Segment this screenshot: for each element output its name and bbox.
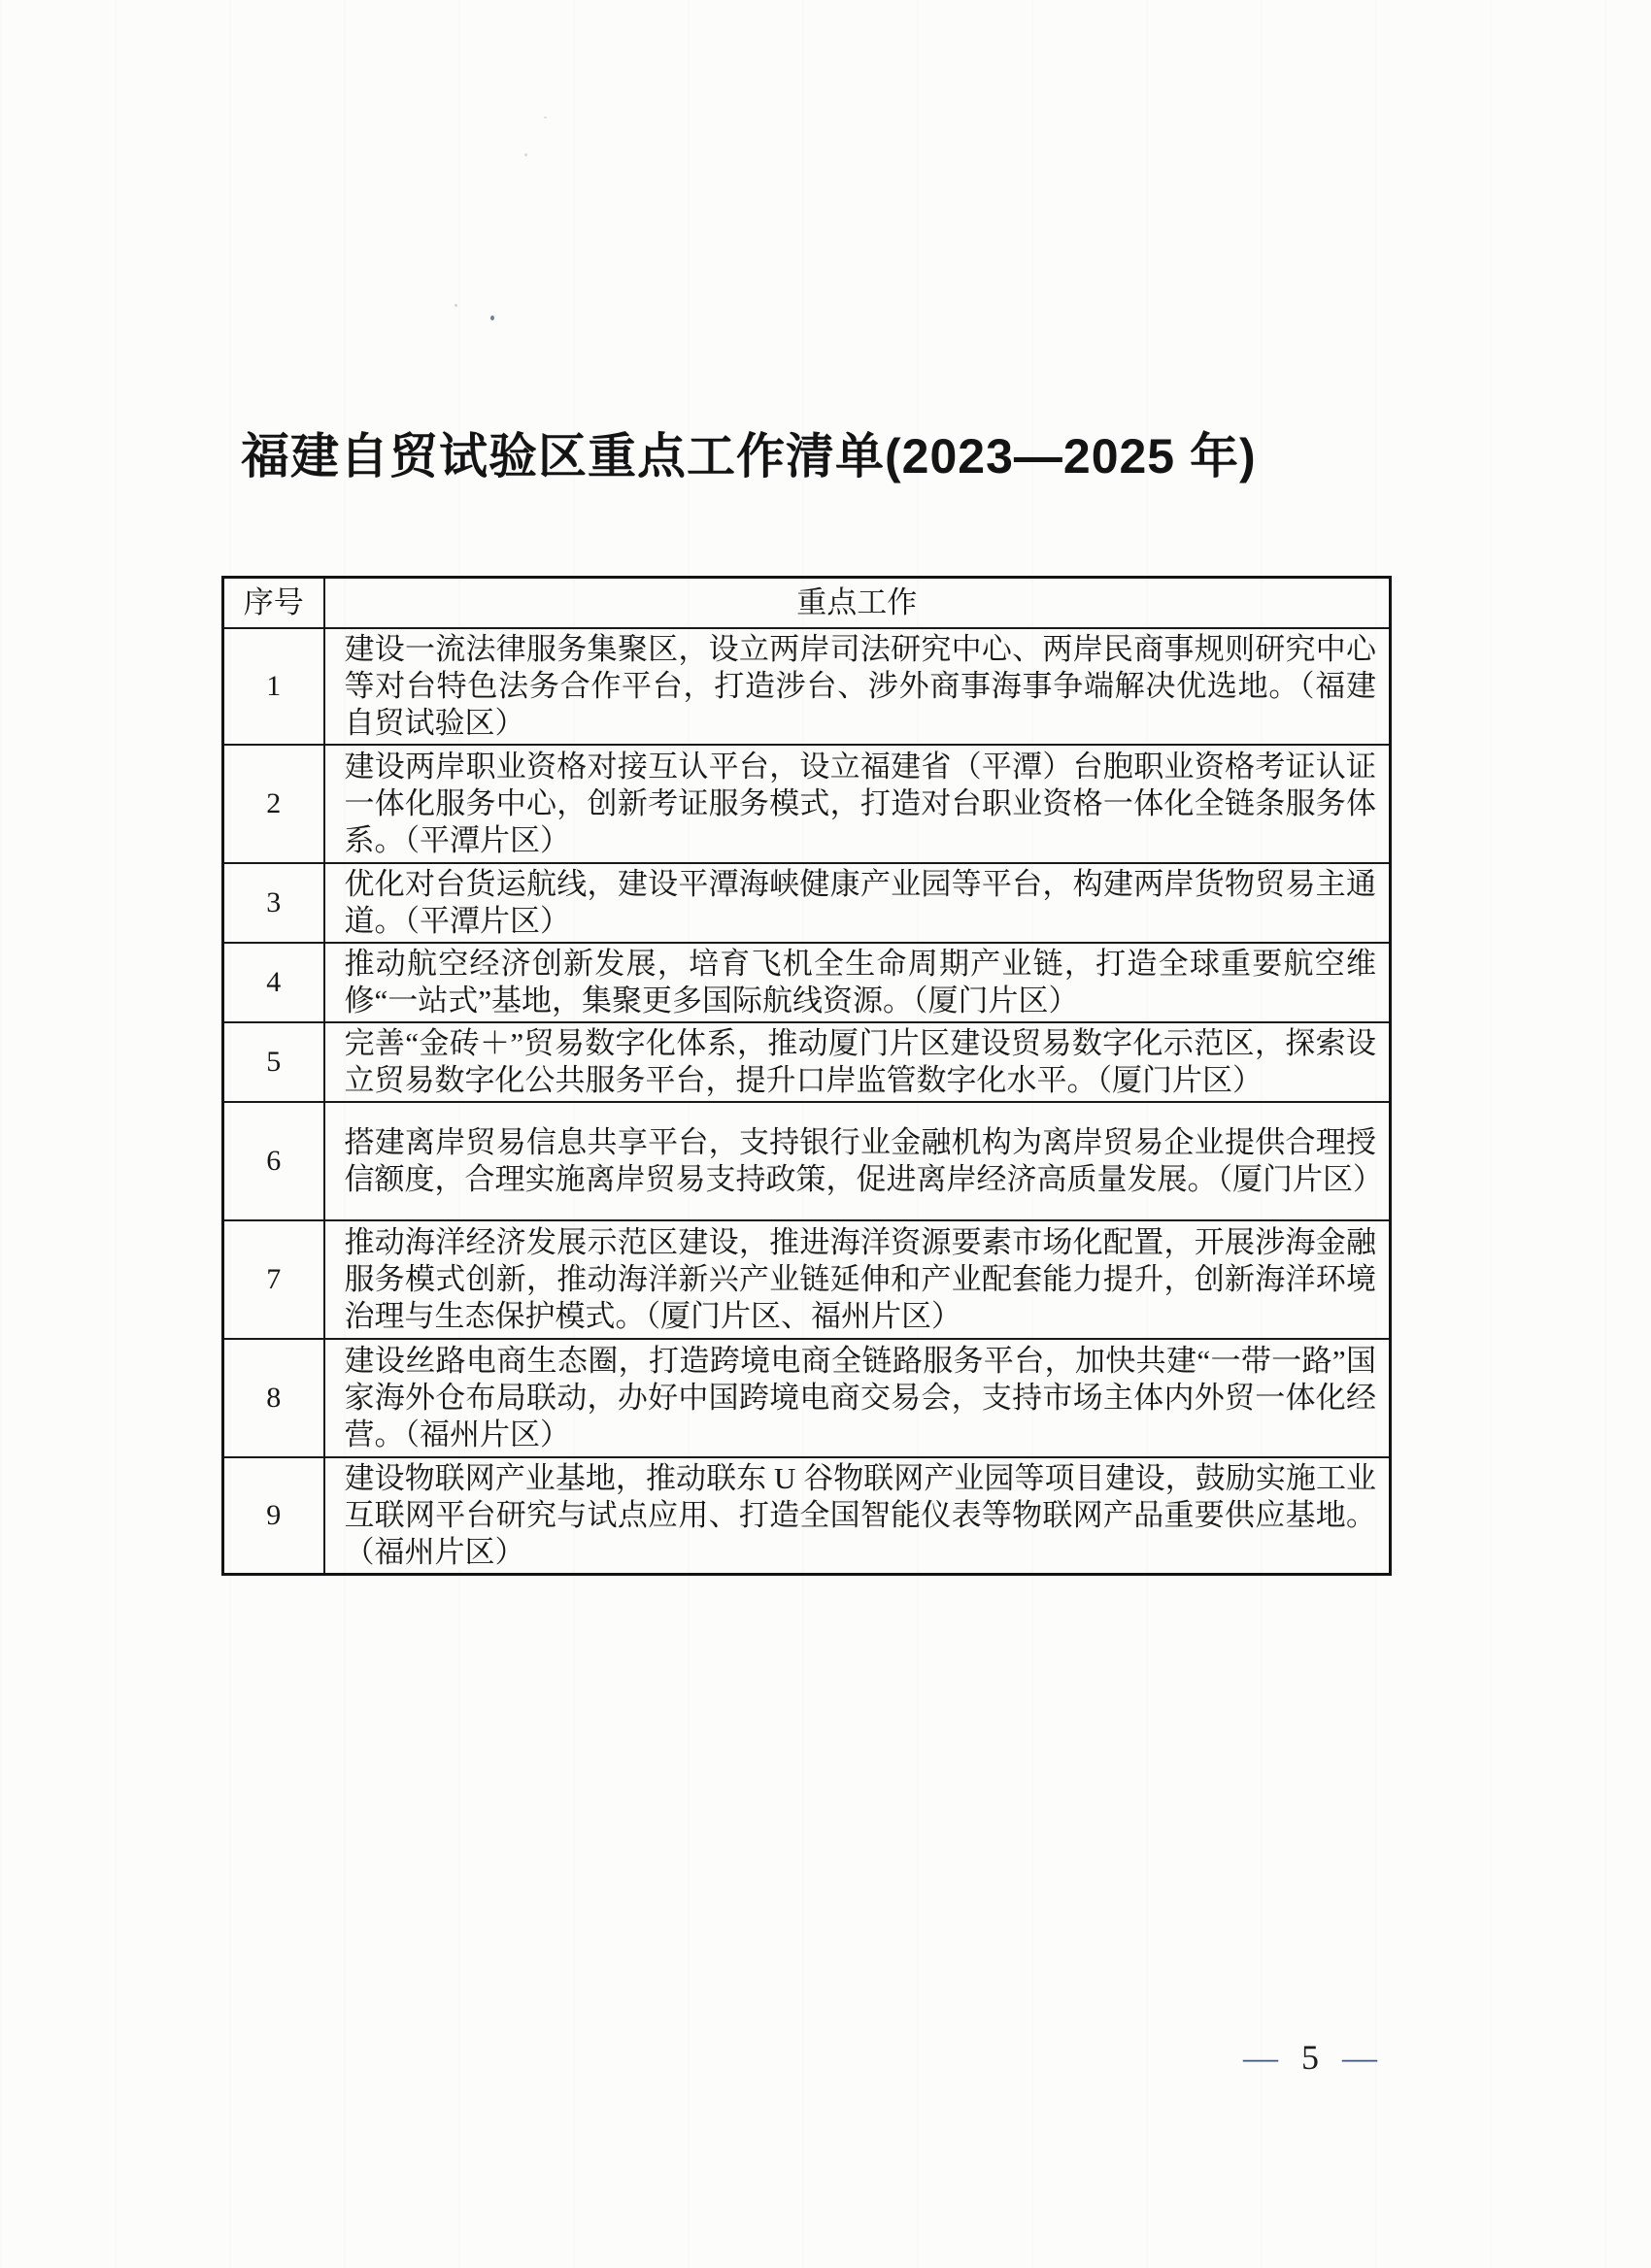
table-row xyxy=(223,1102,1391,1220)
work-item-text: 建设物联网产业基地，推动联东 U 谷物联网产业园等项目建设，鼓励实施工业互联网平台研究与试点应用、打造全国智能仪表等物联网产品重要供应基地。（福州片区） xyxy=(324,1457,1391,1575)
work-item-text: 建设一流法律服务集聚区，设立两岸司法研究中心、两岸民商事规则研究中心等对台特色法务合作平台，打造涉台、涉外商事海事争端解决优选地。（福建自贸试验区） xyxy=(324,628,1391,745)
table-row xyxy=(223,863,1391,943)
col-header-work: 重点工作 xyxy=(324,578,1391,628)
table-row xyxy=(223,745,1391,863)
table-row xyxy=(223,1022,1391,1102)
work-item-text: 建设丝路电商生态圈，打造跨境电商全链路服务平台，加快共建“一带一路”国家海外仓布局联动，办好中国跨境电商交易会，支持市场主体内外贸一体化经营。（福州片区） xyxy=(324,1339,1391,1457)
footer-dash-left: — xyxy=(1243,2038,1280,2077)
scan-speck xyxy=(455,304,457,307)
table-row xyxy=(223,1339,1391,1457)
document-title: 福建自贸试验区重点工作清单(2023—2025 年) xyxy=(241,429,1257,484)
col-header-index: 序号 xyxy=(223,578,324,628)
row-number: 7 xyxy=(223,1220,324,1339)
scan-speck xyxy=(524,153,527,156)
footer-dash-right: — xyxy=(1342,2038,1379,2077)
table-row xyxy=(223,628,1391,745)
work-item-text: 建设两岸职业资格对接互认平台，设立福建省（平潭）台胞职业资格考证认证一体化服务中心，创新考证服务模式，打造对台职业资格一体化全链条服务体系。（平潭片区） xyxy=(324,745,1391,863)
scan-speck xyxy=(490,316,494,320)
row-number: 1 xyxy=(223,628,324,745)
row-number: 5 xyxy=(223,1022,324,1102)
table-header-row xyxy=(223,578,1391,628)
footer-page-digit: 5 xyxy=(1301,2038,1321,2077)
key-work-table xyxy=(221,576,1392,1576)
row-number: 9 xyxy=(223,1457,324,1575)
table-row xyxy=(223,1457,1391,1575)
row-number: 3 xyxy=(223,863,324,943)
row-number: 6 xyxy=(223,1102,324,1220)
scan-speck xyxy=(544,117,547,118)
row-number: 8 xyxy=(223,1339,324,1457)
table-row xyxy=(223,943,1391,1022)
row-number: 2 xyxy=(223,745,324,863)
work-item-text: 推动航空经济创新发展，培育飞机全生命周期产业链，打造全球重要航空维修“一站式”基地，集聚更多国际航线资源。（厦门片区） xyxy=(324,943,1391,1022)
work-item-text: 搭建离岸贸易信息共享平台，支持银行业金融机构为离岸贸易企业提供合理授信额度，合理实施离岸贸易支持政策，促进离岸经济高质量发展。（厦门片区） xyxy=(324,1102,1391,1220)
row-number: 4 xyxy=(223,943,324,1022)
page-number xyxy=(1222,2037,1400,2078)
table-row xyxy=(223,1220,1391,1339)
work-item-text: 优化对台货运航线，建设平潭海峡健康产业园等平台，构建两岸货物贸易主通道。（平潭片区） xyxy=(324,863,1391,943)
work-item-text: 完善“金砖＋”贸易数字化体系，推动厦门片区建设贸易数字化示范区，探索设立贸易数字化公共服务平台，提升口岸监管数字化水平。（厦门片区） xyxy=(324,1022,1391,1102)
work-item-text: 推动海洋经济发展示范区建设，推进海洋资源要素市场化配置，开展涉海金融服务模式创新，推动海洋新兴产业链延伸和产业配套能力提升，创新海洋环境治理与生态保护模式。（厦门片区、福州片区） xyxy=(324,1220,1391,1339)
